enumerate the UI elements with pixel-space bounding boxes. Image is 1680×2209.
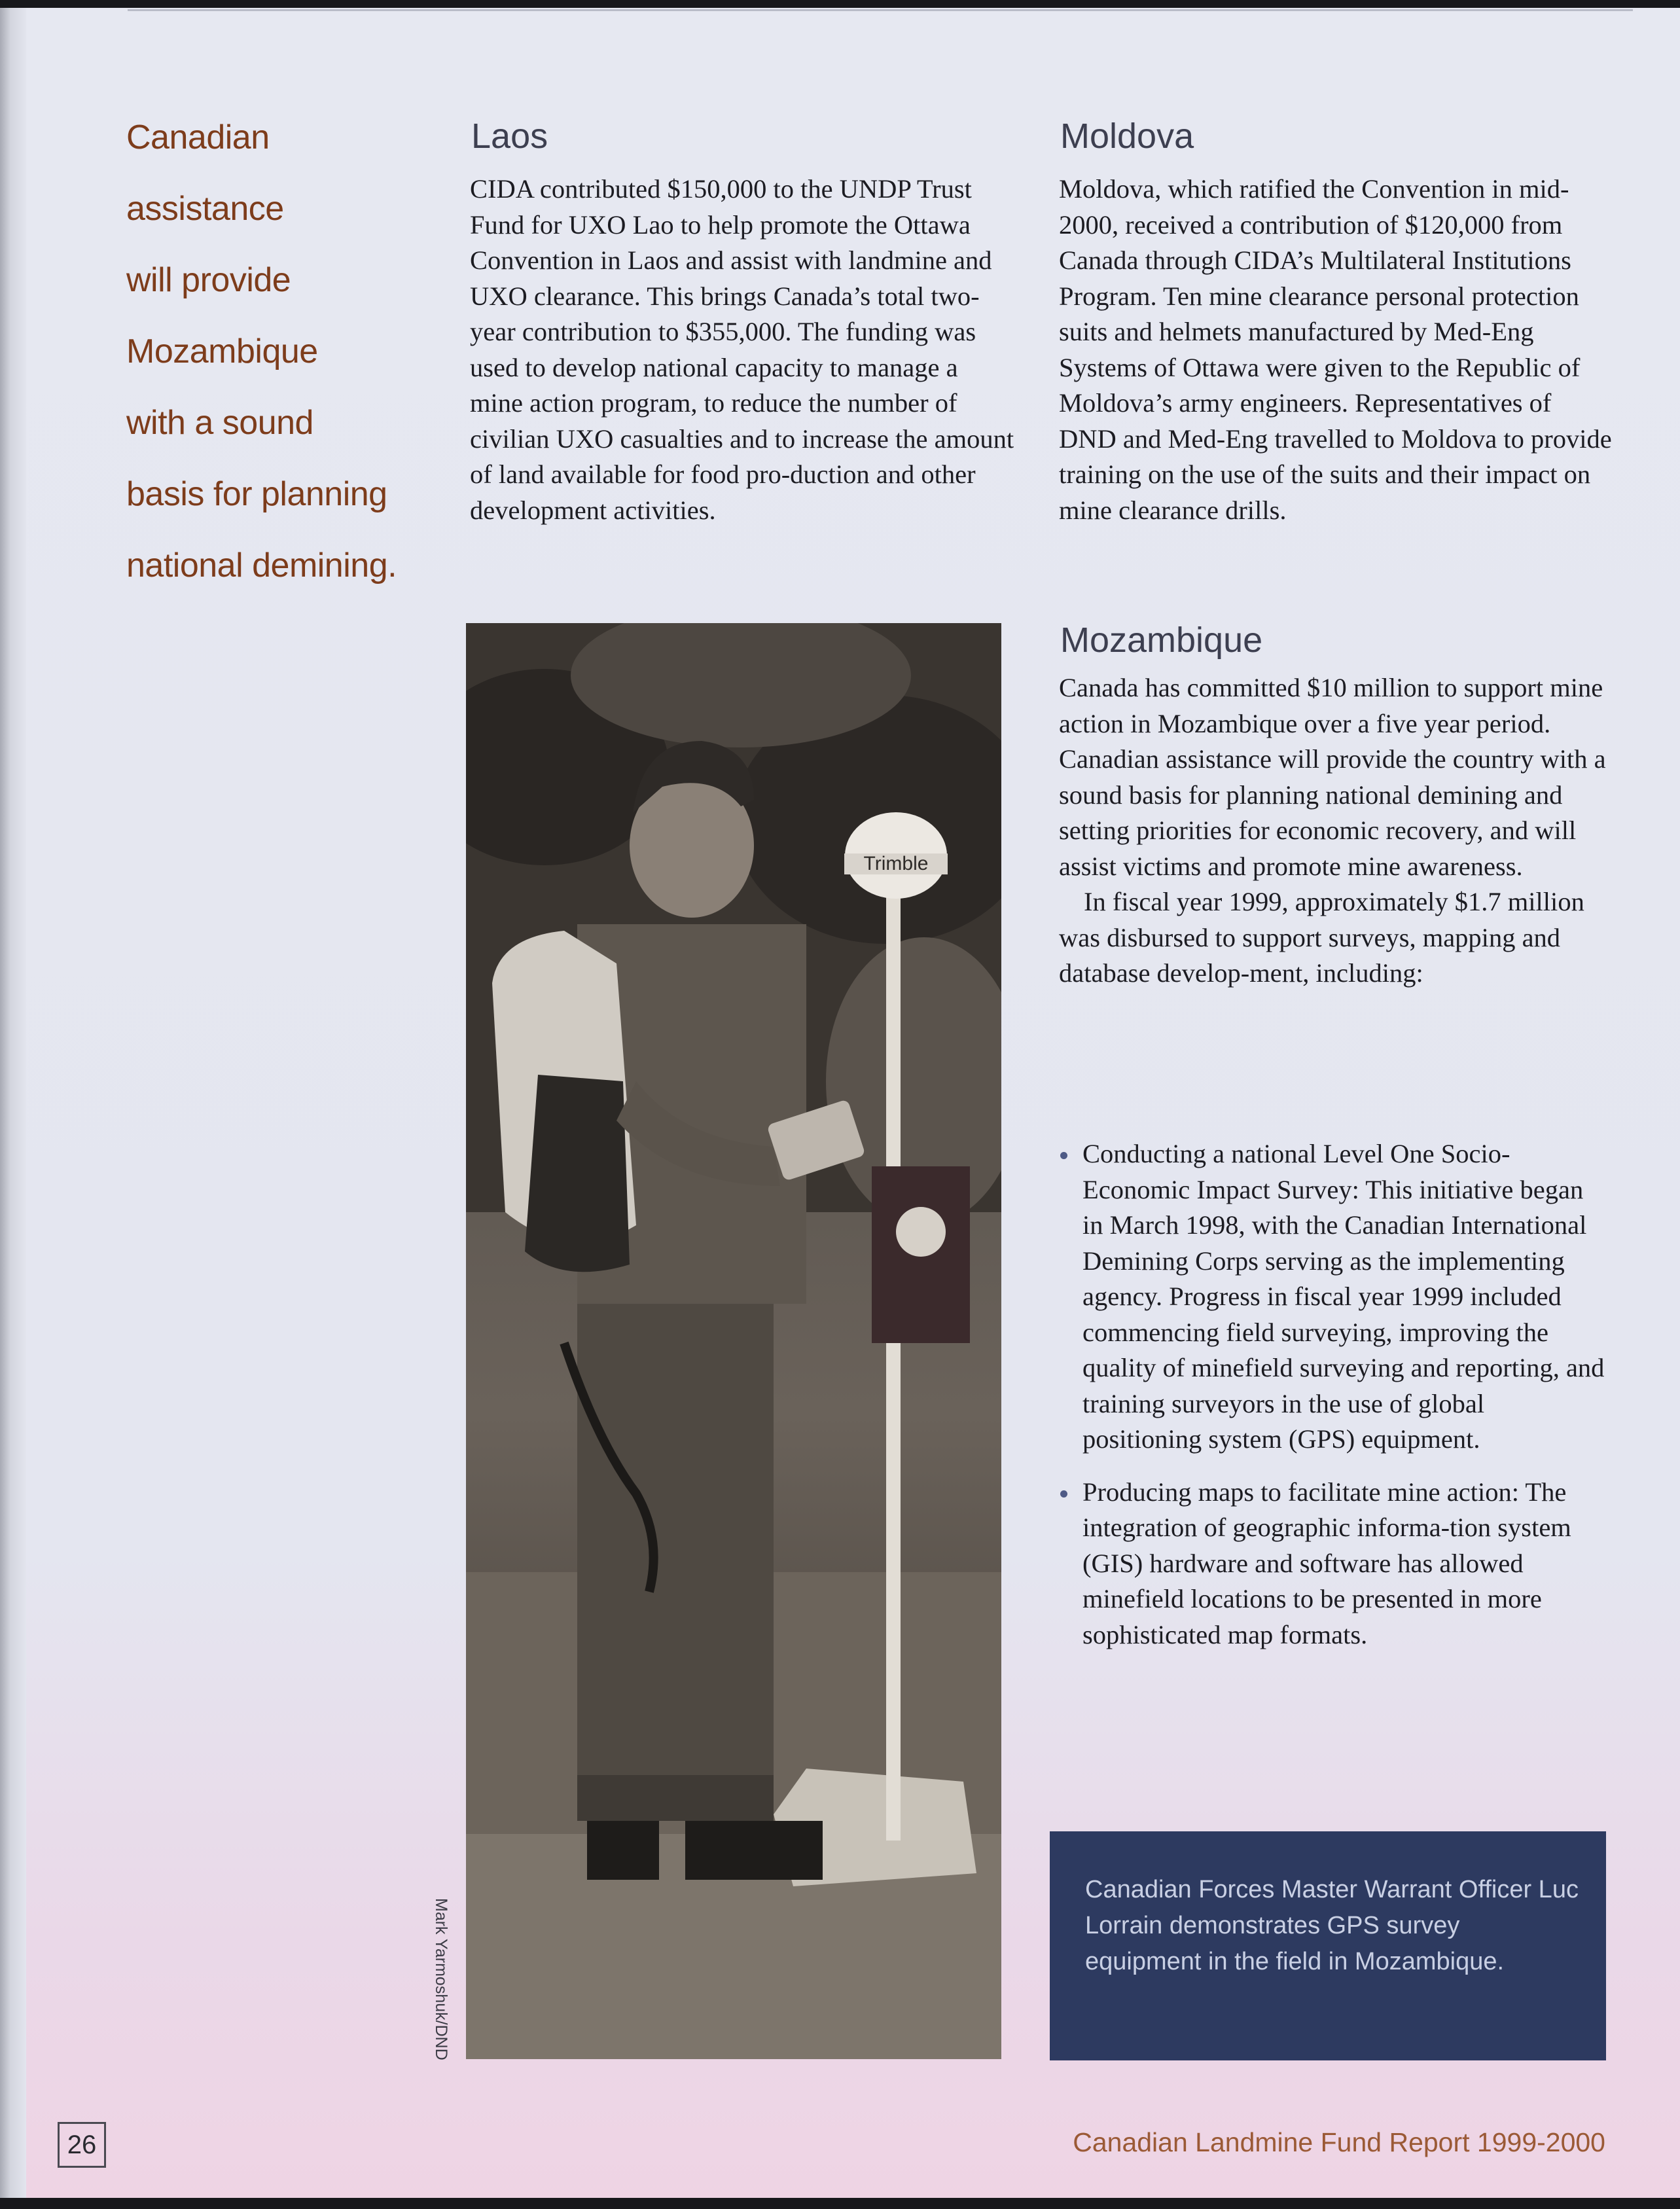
survey-pole [886, 878, 901, 1841]
photo-gps-survey [466, 623, 1001, 2059]
moldova-body [1059, 171, 1612, 528]
bullet-dot-icon [1060, 1152, 1067, 1159]
scan-border-top [0, 0, 1680, 8]
pull-quote-line: will provide [126, 261, 291, 299]
pull-quote-line: with a sound [126, 404, 313, 442]
laos-paragraph: CIDA contributed $150,000 to the UNDP Trust Fund for UXO Lao to help promote the Ottawa Convention in Laos and assist with landmine and UXO clearance. This brings Canada’s total two-year contribution to $355,000. The funding was used to develop national capacity to manage a mine action program, to reduce the number of civilian UXO casualties and to increase the amount of land available for food pro-duction and other development activities. [470, 174, 1014, 525]
pull-quote-line: basis for planning [126, 475, 387, 513]
moldova-paragraph: Moldova, which ratified the Convention in mid-2000, received a contribution of $120,000 from Canada through CIDA’s Multilateral Institutions Program. Ten mine clearance personal protection suits and helmets manufactured by Med-Eng Systems of Ottawa were given to the Republic of Moldova’s army engineers. Representatives of DND and Med-Eng travelled to Moldova to provide training on the use of the suits and their impact on mine clearance drills. [1059, 174, 1612, 525]
bullet-item [1059, 1136, 1609, 1458]
gps-receiver-label: Trimble [863, 853, 929, 874]
soldier-boot [685, 1821, 823, 1880]
pull-quote-line: Mozambique [126, 332, 318, 370]
page-number: 26 [58, 2122, 106, 2168]
mozambique-body [1059, 670, 1609, 992]
page-edge [0, 0, 26, 2209]
moldova-heading: Moldova [1060, 117, 1194, 156]
photo-illustration [466, 623, 1001, 2059]
scan-border-bottom [0, 2198, 1680, 2209]
laos-body [470, 171, 1017, 528]
pull-quote-line: Canadian [126, 118, 270, 156]
photo-credit: Mark Yarmoshuk/DND [432, 1898, 450, 2060]
soldier-trousers [577, 1297, 774, 1775]
pull-quote-line: assistance [126, 190, 284, 228]
top-rule [128, 9, 1633, 11]
bullet-text: Conducting a national Level One Socio-Economic Impact Survey: This initiative began in March 1998, with the Canadian International Demining Corps serving as the implementing agency. Progress in fiscal year 1999 included commencing field surveying, improving the quality of minefield surveying and reporting, and training surveyors in the use of global positioning system (GPS) equipment. [1082, 1139, 1605, 1454]
backpack-pocket [525, 1075, 630, 1272]
mozambique-paragraph-1: Canada has committed $10 million to support mine action in Mozambique over a five year period. Canadian assistance will provide the country with a sound basis for planning national demining and setting priorities for economic recovery, and will assist victims and promote mine awareness. [1059, 673, 1606, 881]
mozambique-bullet-list [1059, 1136, 1609, 1670]
pull-quote-line: national demining. [126, 547, 397, 584]
publication-title: Canadian Landmine Fund Report 1999-2000 [1073, 2127, 1605, 2157]
skull-icon [896, 1207, 946, 1257]
bullet-dot-icon [1060, 1490, 1067, 1498]
bullet-item [1059, 1475, 1609, 1653]
photo-caption-box [1050, 1831, 1606, 2060]
pull-quote [126, 110, 434, 609]
soldier-trousers-lower [577, 1775, 774, 1821]
mozambique-heading: Mozambique [1060, 620, 1263, 660]
laos-heading: Laos [471, 117, 548, 156]
mozambique-paragraph-2: In fiscal year 1999, approximately $1.7 million was disbursed to support surveys, mapping and database develop-ment, including: [1059, 887, 1584, 988]
bullet-text: Producing maps to facilitate mine action: The integration of geographic informa-tion system (GIS) hardware and software has allowed minefield locations to be presented in more sophisticated map formats. [1082, 1477, 1571, 1649]
soldier-boot [587, 1814, 659, 1880]
photo-caption: Canadian Forces Master Warrant Officer Luc Lorrain demonstrates GPS survey equipment in the field in Mozambique. [1085, 1876, 1579, 1975]
